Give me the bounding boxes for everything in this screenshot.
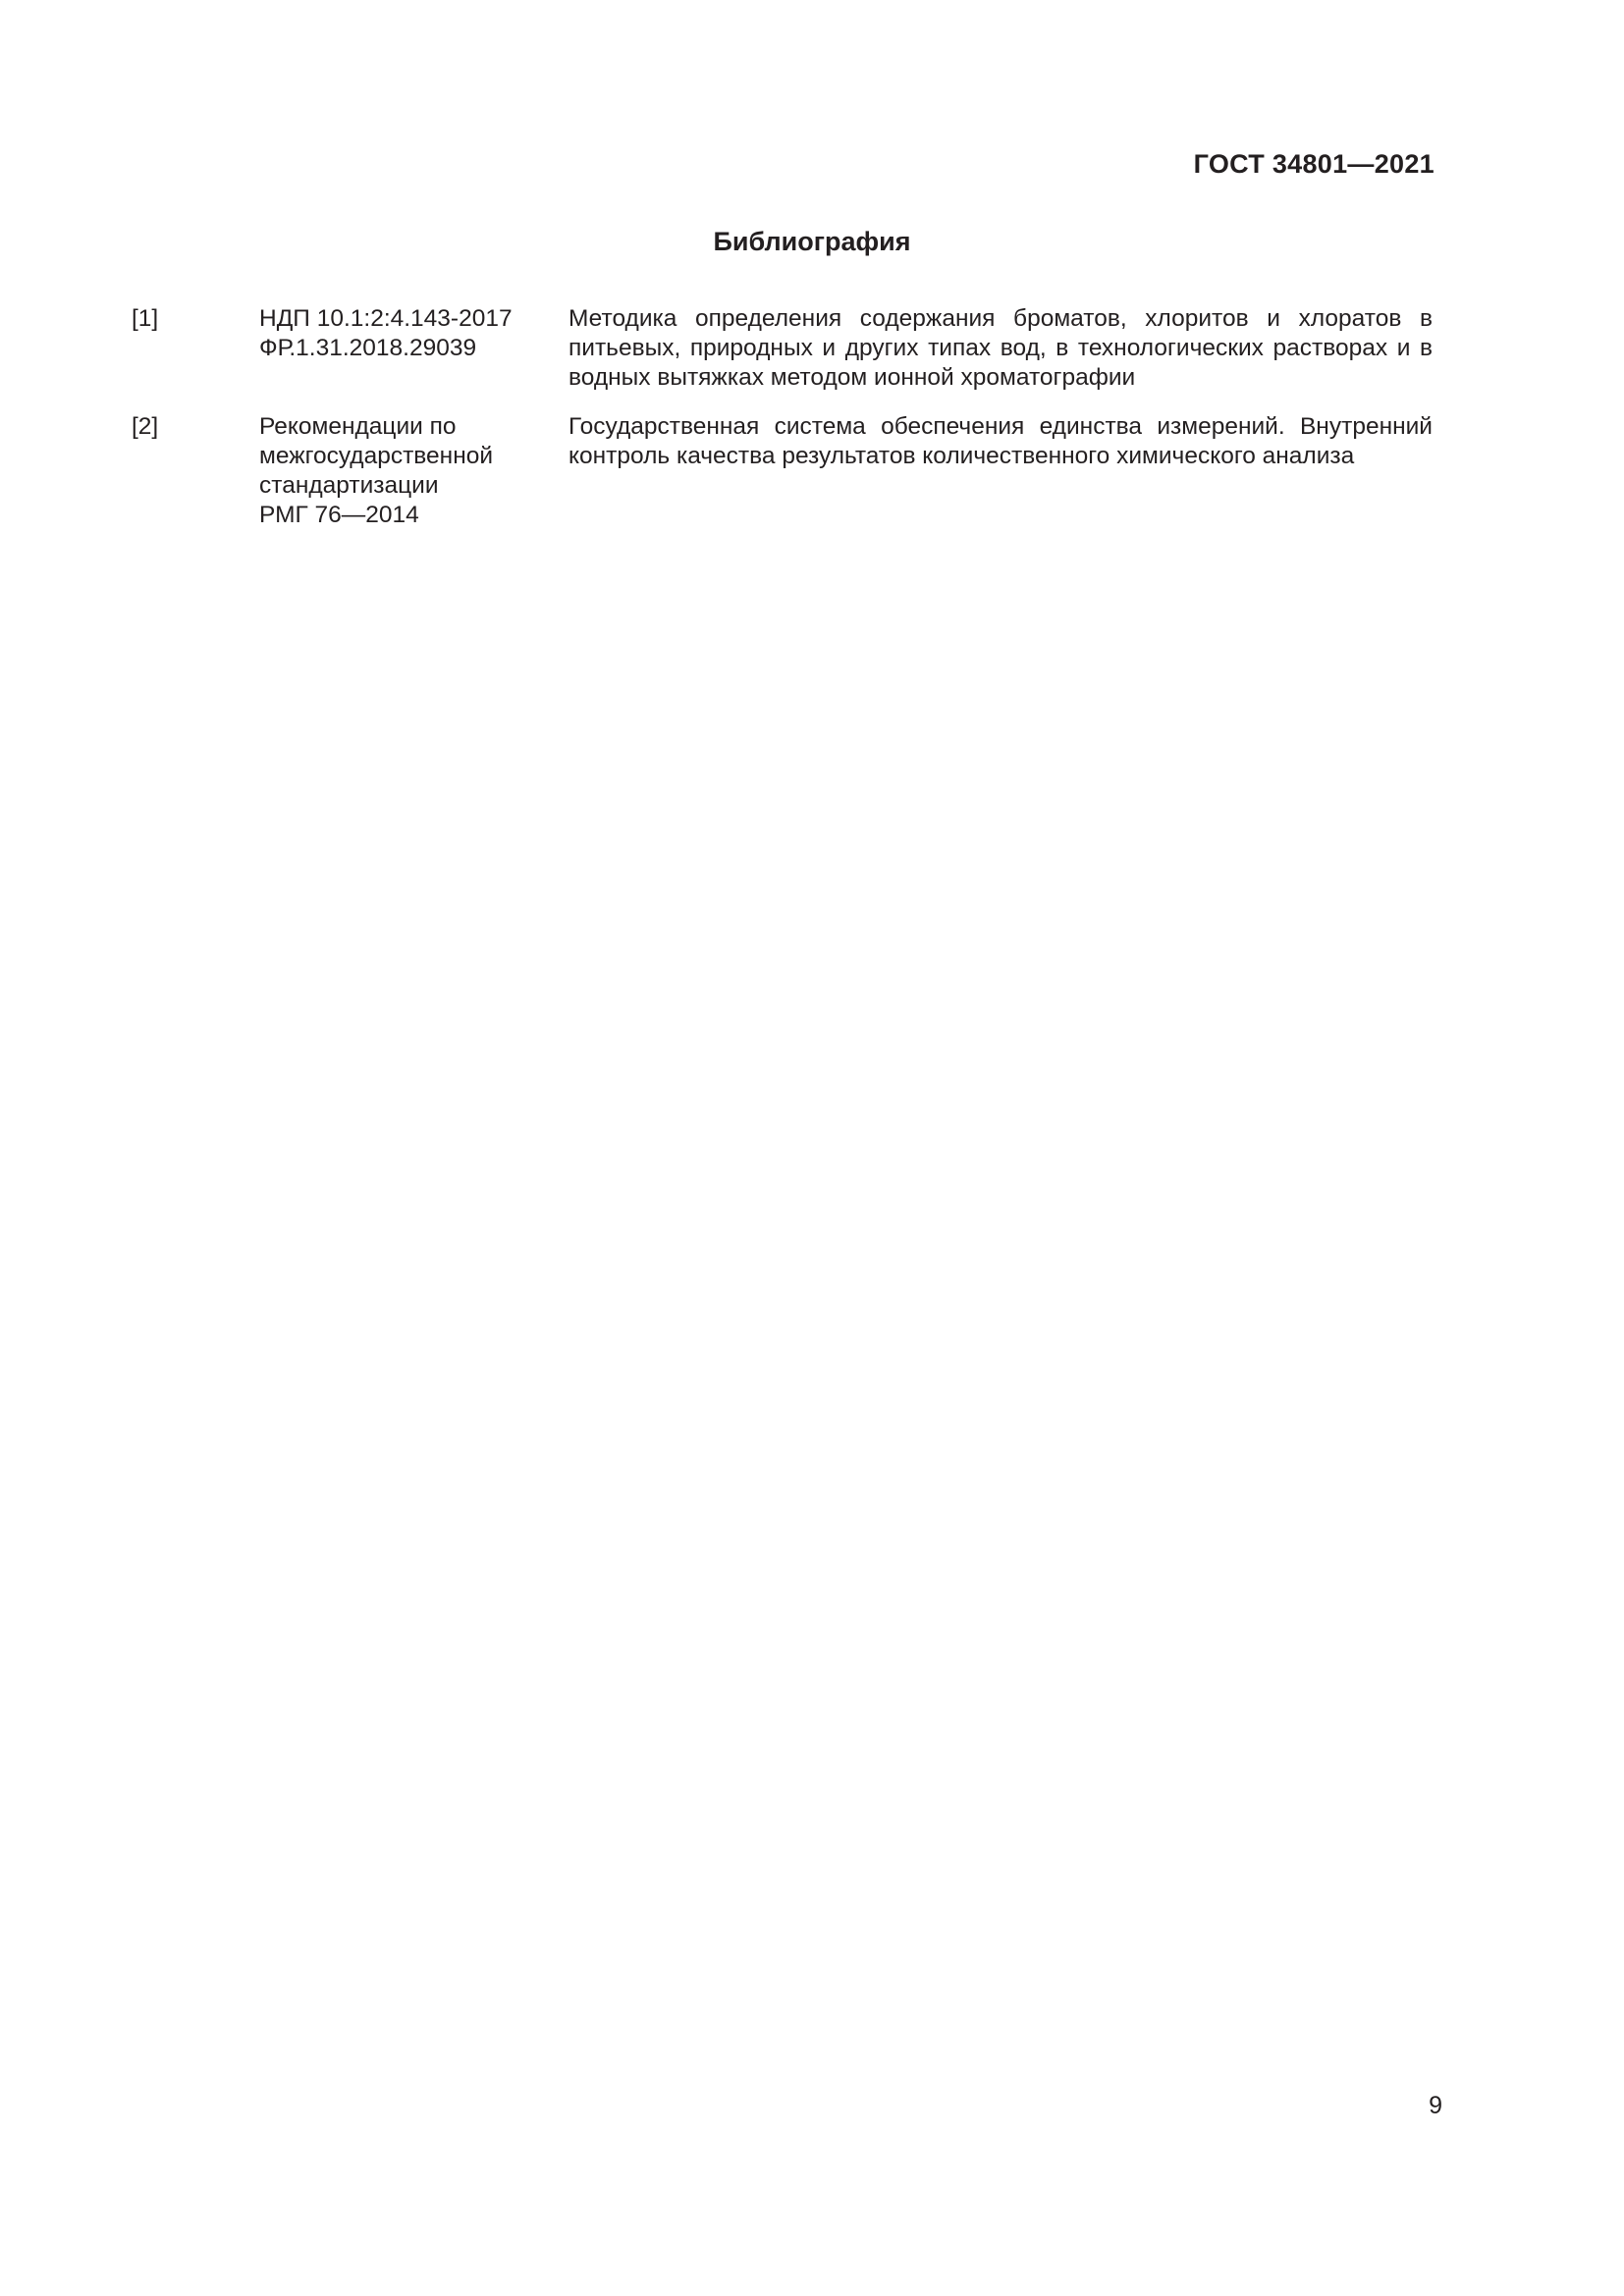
entry-description: Методика определения содержания броматов, хлоритов и хлоратов в питьевых, природных и других типах вод, в технологических растворах и в водных вытяжках методом ионной хроматографии [568,305,1433,391]
entry-reference [259,304,554,363]
bibliography-list [132,304,1434,550]
entry-description: Государственная система обеспечения единства измерений. Внутренний контроль качества результатов количественного химического анализа [568,413,1433,469]
section-title: Библиография [713,227,911,256]
document-code: ГОСТ 34801—2021 [1193,149,1435,179]
reference-line: НДП 10.1:2:4.143-2017 [259,305,513,332]
page-number: 9 [1429,2092,1442,2119]
reference-line: стандартизации [259,472,439,499]
entry-number: [1] [132,305,159,332]
bibliography-entry [132,412,1434,530]
reference-line: РМГ 76—2014 [259,502,419,528]
entry-reference [259,412,554,530]
reference-line: Рекомендации по [259,413,457,440]
entry-number: [2] [132,413,159,440]
bibliography-entry [132,304,1434,393]
reference-line: межгосударственной [259,443,494,469]
reference-line: ФР.1.31.2018.29039 [259,335,477,361]
